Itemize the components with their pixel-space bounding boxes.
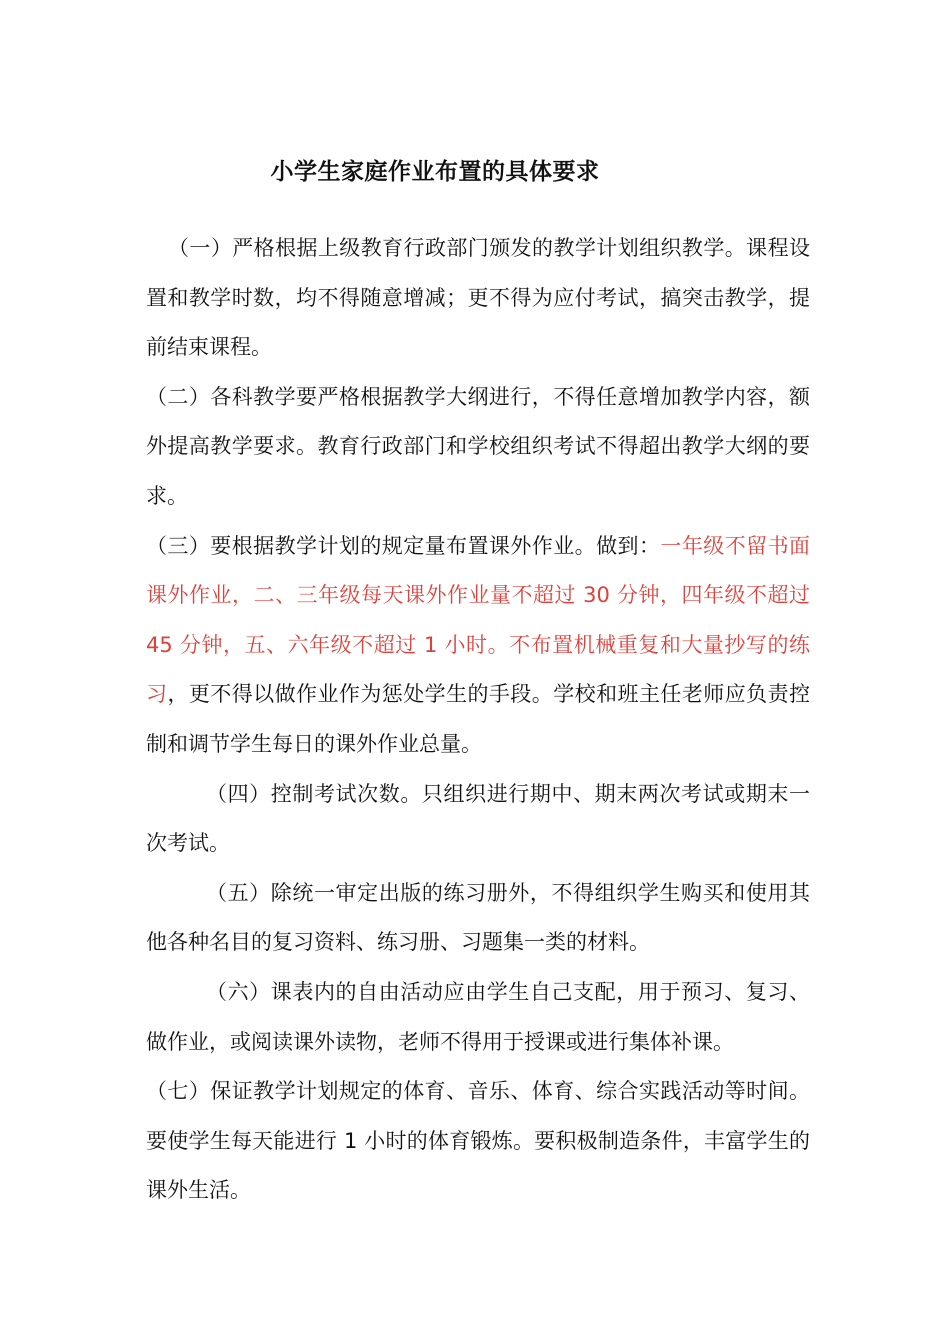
paragraph-3-tail: ，更不得以做作业作为惩处学生的手段。学校和班主任老师应负责控制和调节学生每日的课外作业总量。 bbox=[146, 682, 811, 756]
document-body bbox=[146, 224, 810, 1216]
paragraph-1: （一）严格根据上级教育行政部门颁发的教学计划组织教学。课程设置和教学时数，均不得随意增减；更不得为应付考试，搞突击教学，提前结束课程。 bbox=[146, 236, 810, 360]
paragraph-3 bbox=[146, 522, 810, 770]
paragraph-2: （二）各科教学要严格根据教学大纲进行，不得任意增加教学内容，额外提高教学要求。教育行政部门和学校组织考试不得超出教学大纲的要求。 bbox=[146, 384, 810, 508]
paragraph-6: （六）课表内的自由活动应由学生自己支配，用于预习、复习、做作业，或阅读课外读物，老师不得用于授课或进行集体补课。 bbox=[146, 979, 810, 1054]
paragraph-7: （七）保证教学计划规定的体育、音乐、体育、综合实践活动等时间。要使学生每天能进行 1 小时的体育锻炼。要积极制造条件，丰富学生的课外生活。 bbox=[146, 1079, 810, 1203]
paragraph-3-lead: （三）要根据教学计划的规定量布置课外作业。做到： bbox=[146, 533, 661, 558]
document-title: 小学生家庭作业布置的具体要求 bbox=[270, 159, 600, 185]
paragraph-4: （四）控制考试次数。只组织进行期中、期末两次考试或期末一次考试。 bbox=[146, 781, 810, 856]
paragraph-3-highlight: 一年级不留书面课外作业，二、三年级每天课外作业量不超过 30 分钟，四年级不超过 45 分钟，五、六年级不超过 1 小时。不布置机械重复和大量抄写的练习 bbox=[146, 533, 811, 707]
paragraph-5: （五）除统一审定出版的练习册外，不得组织学生购买和使用其他各种名目的复习资料、练习册、习题集一类的材料。 bbox=[146, 880, 810, 955]
